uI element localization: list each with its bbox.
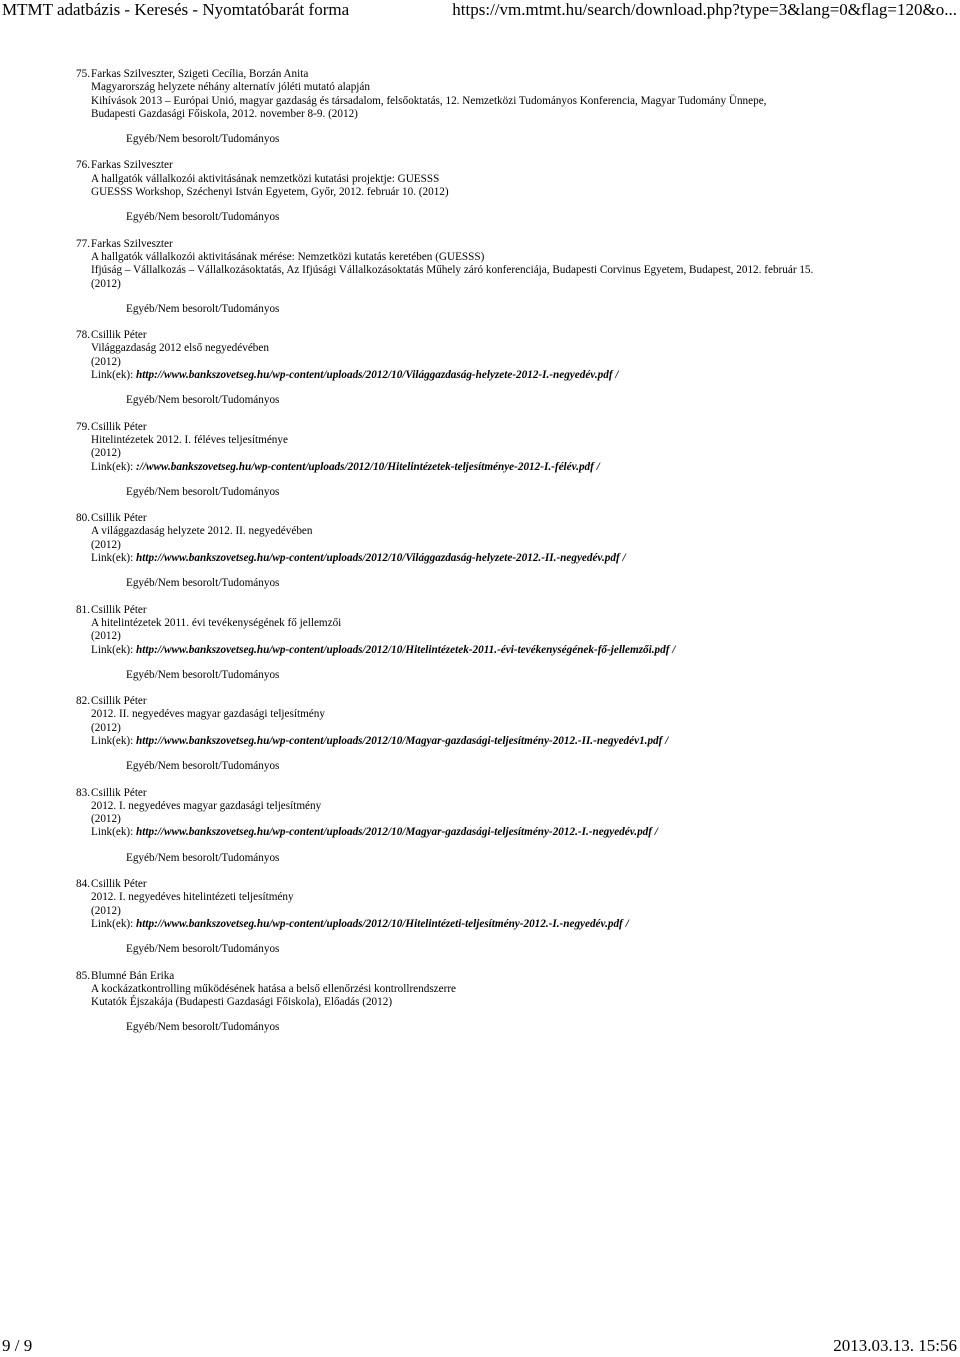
entry-link-url[interactable]: http://www.bankszovetseg.hu/wp-content/uploads/2012/10/Magyar-gazdasági-teljesítmény-2012.-II.-negyedév1.pdf / — [136, 734, 669, 747]
entry-detail-line: (2012) — [91, 538, 121, 551]
entry-header-line — [76, 238, 946, 251]
entry-number: 83. — [76, 786, 90, 799]
entry-header-line — [76, 421, 946, 434]
publication-entry — [76, 695, 946, 773]
entry-category: Egyéb/Nem besorolt/Tudományos — [126, 211, 280, 224]
entry-detail-line: (2012) — [91, 277, 121, 290]
entry-category: Egyéb/Nem besorolt/Tudományos — [126, 943, 280, 956]
entry-header-line — [76, 787, 946, 800]
entry-authors: Blumné Bán Erika — [91, 969, 175, 982]
entry-detail-line: Budapesti Gazdasági Főiskola, 2012. november 8-9. (2012) — [91, 107, 358, 120]
entry-detail-line: Magyarország helyzete néhány alternatív jóléti mutató alapján — [91, 81, 370, 94]
entry-detail-line: Világgazdaság 2012 első negyedévében — [91, 342, 269, 355]
entry-link-url[interactable]: ://www.bankszovetseg.hu/wp-content/uploads/2012/10/Hitelintézetek-teljesítménye-2012-I.-félév.pdf / — [136, 460, 600, 473]
entry-header-line — [76, 970, 946, 983]
publication-entry — [76, 512, 946, 590]
publication-entry — [76, 421, 946, 499]
link-label: Link(ek): — [91, 552, 137, 565]
entry-detail-line: (2012) — [91, 904, 121, 917]
entry-detail-line: Kutatók Éjszakája (Budapesti Gazdasági Főiskola), Előadás (2012) — [91, 996, 393, 1009]
entry-detail-line: Kihívások 2013 – Európai Unió, magyar gazdaság és társadalom, felsőoktatás, 12. Nemzetközi Tudományos Konferencia, Magyar Tudomány Ünnepe, — [91, 94, 767, 107]
entry-category: Egyéb/Nem besorolt/Tudományos — [126, 668, 280, 681]
entry-header-line — [76, 329, 946, 342]
entry-number: 79. — [76, 420, 90, 433]
entry-link-line — [76, 552, 946, 565]
publication-list — [76, 68, 946, 1035]
entry-link-url[interactable]: http://www.bankszovetseg.hu/wp-content/uploads/2012/10/Hitelintézeti-teljesítmény-2012.-I.-negyedév.pdf / — [136, 917, 629, 930]
entry-category: Egyéb/Nem besorolt/Tudományos — [126, 485, 280, 498]
entry-detail-line: 2012. I. negyedéves magyar gazdasági teljesítmény — [91, 799, 322, 812]
entry-number: 78. — [76, 329, 90, 342]
publication-entry — [76, 159, 946, 224]
entry-link-line — [76, 461, 946, 474]
entry-link-line — [76, 644, 946, 657]
entry-detail-line: A kockázatkontrolling működésének hatása a belső ellenőrzési kontrollrendszerre — [91, 982, 457, 995]
page-number: 9 / 9 — [2, 1336, 33, 1355]
entry-category: Egyéb/Nem besorolt/Tudományos — [126, 760, 280, 773]
link-label: Link(ek): — [91, 917, 137, 930]
publication-entry — [76, 878, 946, 956]
entry-number: 77. — [76, 237, 90, 250]
entry-category: Egyéb/Nem besorolt/Tudományos — [126, 133, 280, 146]
entry-authors: Csillik Péter — [91, 512, 147, 525]
entry-detail-line: (2012) — [91, 721, 121, 734]
link-label: Link(ek): — [91, 734, 137, 747]
entry-authors: Csillik Péter — [91, 695, 147, 708]
entry-detail-line: Ifjúság – Vállalkozás – Vállalkozásoktatás, Az Ifjúsági Vállalkozásoktatás Műhely záró konferenciája, Budapesti Corvinus Egyetem, Budapest, 2012. február 15. — [91, 264, 814, 277]
entry-authors: Farkas Szilveszter — [91, 237, 173, 250]
publication-entry — [76, 329, 946, 407]
entry-header-line — [76, 695, 946, 708]
entry-detail-line: (2012) — [91, 630, 121, 643]
entry-link-url[interactable]: http://www.bankszovetseg.hu/wp-content/uploads/2012/10/Világgazdaság-helyzete-2012.-II.-negyedév.pdf / — [136, 552, 626, 565]
entry-link-line — [76, 369, 946, 382]
link-label: Link(ek): — [91, 643, 137, 656]
entry-link-line — [76, 918, 946, 931]
entry-detail-line: A hallgatók vállalkozói aktivitásának nemzetközi kutatási projektje: GUESSS — [91, 172, 440, 185]
entry-detail-line: (2012) — [91, 355, 121, 368]
entry-number: 82. — [76, 695, 90, 708]
publication-entry — [76, 68, 946, 146]
entry-number: 76. — [76, 159, 90, 172]
entry-authors: Csillik Péter — [91, 786, 147, 799]
entry-number: 81. — [76, 603, 90, 616]
entry-detail-line: (2012) — [91, 447, 121, 460]
entry-detail-line: GUESSS Workshop, Széchenyi István Egyetem, Győr, 2012. február 10. (2012) — [91, 186, 449, 199]
entry-header-line — [76, 512, 946, 525]
entry-authors: Csillik Péter — [91, 878, 147, 891]
entry-number: 85. — [76, 969, 90, 982]
entry-category: Egyéb/Nem besorolt/Tudományos — [126, 1021, 280, 1034]
entry-detail-line: A hitelintézetek 2011. évi tevékenységének fő jellemzői — [91, 616, 342, 629]
entry-category: Egyéb/Nem besorolt/Tudományos — [126, 302, 280, 315]
entry-detail-line: A hallgatók vállalkozói aktivitásának mérése: Nemzetközi kutatás keretében (GUESSS) — [91, 250, 485, 263]
entry-authors: Csillik Péter — [91, 603, 147, 616]
entry-header-line — [76, 68, 946, 81]
entry-link-line — [76, 735, 946, 748]
link-label: Link(ek): — [91, 826, 137, 839]
entry-detail-line: (2012) — [91, 813, 121, 826]
entry-number: 84. — [76, 878, 90, 891]
link-label: Link(ek): — [91, 460, 137, 473]
publication-entry — [76, 970, 946, 1035]
print-header — [0, 0, 960, 24]
entry-detail-line: Hitelintézetek 2012. I. féléves teljesítménye — [91, 433, 288, 446]
entry-header-line — [76, 604, 946, 617]
page-title: MTMT adatbázis - Keresés - Nyomtatóbarát forma — [2, 0, 350, 19]
publication-entry — [76, 604, 946, 682]
entry-category: Egyéb/Nem besorolt/Tudományos — [126, 394, 280, 407]
entry-header-line — [76, 159, 946, 172]
entry-link-url[interactable]: http://www.bankszovetseg.hu/wp-content/uploads/2012/10/Világgazdaság-helyzete-2012-I.-negyedév.pdf / — [136, 369, 619, 382]
entry-authors: Csillik Péter — [91, 420, 147, 433]
link-label: Link(ek): — [91, 369, 137, 382]
publication-entry — [76, 238, 946, 316]
entry-authors: Farkas Szilveszter — [91, 159, 173, 172]
entry-link-url[interactable]: http://www.bankszovetseg.hu/wp-content/uploads/2012/10/Hitelintézetek-2011.-évi-tevékenységének-fő-jellemzői.pdf / — [136, 643, 676, 656]
entry-link-line — [76, 826, 946, 839]
entry-authors: Csillik Péter — [91, 329, 147, 342]
entry-detail-line: A világgazdaság helyzete 2012. II. negyedévében — [91, 525, 313, 538]
entry-detail-line: 2012. I. negyedéves hitelintézeti teljesítmény — [91, 891, 294, 904]
entry-category: Egyéb/Nem besorolt/Tudományos — [126, 577, 280, 590]
entry-number: 80. — [76, 512, 90, 525]
entry-link-url[interactable]: http://www.bankszovetseg.hu/wp-content/uploads/2012/10/Magyar-gazdasági-teljesítmény-2012.-I.-negyedév.pdf / — [136, 826, 658, 839]
entry-authors: Farkas Szilveszter, Szigeti Cecília, Borzán Anita — [91, 68, 309, 80]
publication-entry — [76, 787, 946, 865]
entry-header-line — [76, 878, 946, 891]
page-url[interactable]: https://vm.mtmt.hu/search/download.php?type=3&lang=0&flag=120&o... — [452, 0, 957, 19]
entry-detail-line: 2012. II. negyedéves magyar gazdasági teljesítmény — [91, 708, 325, 721]
print-datetime: 2013.03.13. 15:56 — [833, 1336, 957, 1355]
entry-number: 75. — [76, 68, 90, 80]
entry-category: Egyéb/Nem besorolt/Tudományos — [126, 851, 280, 864]
